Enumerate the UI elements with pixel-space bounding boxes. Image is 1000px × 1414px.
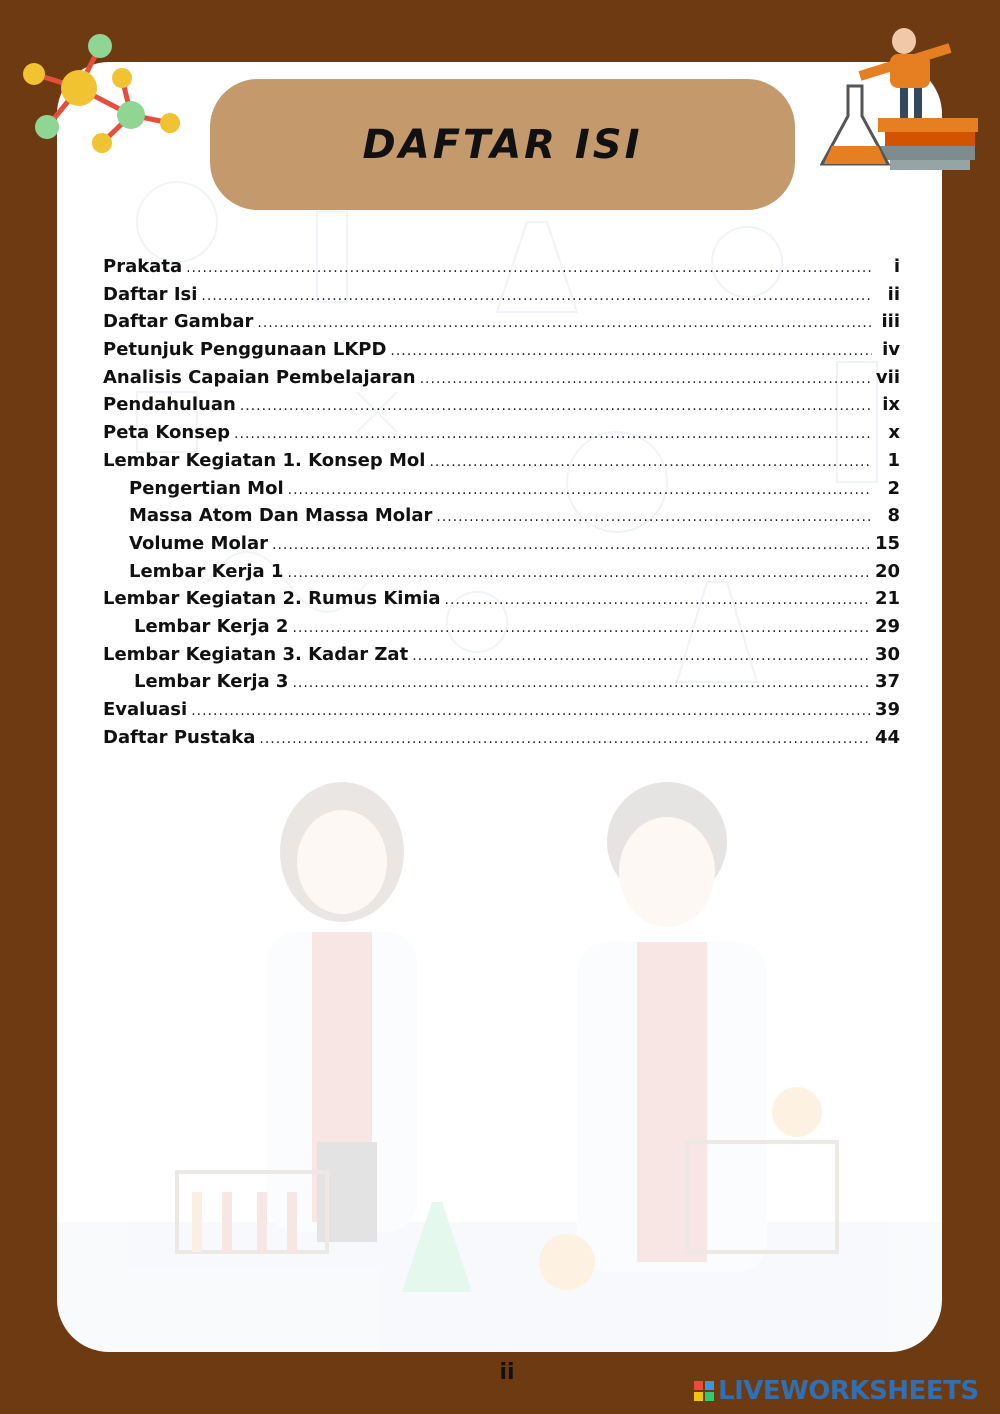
toc-entry-page: 15 [874, 532, 900, 554]
toc-entry[interactable] [103, 308, 900, 336]
toc-entry[interactable] [103, 668, 900, 696]
logo-blocks-icon [694, 1381, 714, 1401]
toc-entry[interactable] [103, 281, 900, 309]
toc-entry-page: vii [875, 366, 900, 388]
toc-entry[interactable] [103, 613, 900, 641]
toc-dot-leader [272, 532, 871, 560]
toc-entry[interactable] [103, 585, 900, 613]
toc-entry[interactable] [103, 696, 900, 724]
liveworksheets-logo [694, 1376, 979, 1406]
toc-entry-title: Pendahuluan [103, 394, 236, 416]
toc-entry-title: Daftar Isi [103, 283, 198, 305]
toc-entry-title: Prakata [103, 256, 183, 277]
molecule-icon [14, 30, 189, 160]
toc-entry-title: Lembar Kerja 1 [129, 560, 284, 582]
brand-name: LIVEWORKSHEETS [718, 1376, 979, 1406]
toc-dot-leader [412, 643, 871, 671]
toc-entry-page: x [888, 422, 900, 444]
toc-entry-title: Evaluasi [103, 699, 188, 720]
toc-entry-page: 20 [874, 560, 900, 582]
toc-entry-title: Lembar Kerja 3 [134, 671, 289, 693]
page-number: ii [499, 1360, 515, 1385]
toc-entry-page: 21 [874, 588, 900, 610]
toc-entry[interactable] [103, 391, 900, 419]
toc-entry-title: Lembar Kerja 2 [134, 615, 289, 637]
toc-entry-page: ix [882, 394, 900, 416]
toc-dot-leader [445, 587, 871, 615]
toc-dot-leader [234, 421, 872, 449]
toc-entry-page: 30 [874, 643, 900, 665]
toc-dot-leader [390, 338, 872, 366]
toc-entry[interactable] [103, 530, 900, 558]
title-banner [210, 79, 795, 210]
toc-dot-leader [257, 310, 872, 338]
toc-entry-title: Peta Konsep [103, 422, 231, 444]
toc-entry-title: Pengertian Mol [129, 477, 284, 499]
toc-entry-title: Daftar Gambar [103, 311, 254, 333]
toc-entry-page: 2 [887, 477, 900, 499]
table-of-contents [103, 253, 900, 751]
toc-dot-leader [240, 393, 872, 421]
toc-entry-page: 37 [874, 671, 900, 693]
toc-entry[interactable] [103, 419, 900, 447]
toc-entry[interactable] [103, 364, 900, 392]
toc-entry-title: Lembar Kegiatan 2. Rumus Kimia [103, 588, 441, 610]
toc-entry-title: Massa Atom Dan Massa Molar [129, 505, 433, 527]
toc-dot-leader [292, 615, 871, 643]
toc-dot-leader [436, 504, 872, 532]
toc-entry-page: 44 [874, 726, 900, 748]
toc-dot-leader [292, 670, 871, 698]
toc-entry-page: 29 [874, 615, 900, 637]
toc-entry[interactable] [103, 641, 900, 669]
toc-entry-title: Petunjuk Penggunaan LKPD [103, 339, 387, 361]
toc-dot-leader [201, 283, 872, 311]
toc-dot-leader [191, 698, 871, 726]
toc-entry[interactable] [103, 502, 900, 530]
toc-entry-page: 1 [887, 449, 900, 471]
toc-entry[interactable] [103, 336, 900, 364]
scientist-flask-icon [820, 26, 980, 172]
toc-entry-title: Analisis Capaian Pembelajaran [103, 366, 416, 388]
toc-entry[interactable] [103, 447, 900, 475]
toc-entry-title: Volume Molar [129, 532, 268, 554]
toc-dot-leader [259, 726, 871, 754]
toc-entry[interactable] [103, 724, 900, 752]
toc-dot-leader [288, 477, 872, 505]
toc-entry-page: i [893, 256, 900, 277]
toc-entry-page: ii [887, 283, 900, 305]
toc-entry-page: iv [882, 339, 900, 361]
toc-entry-page: iii [881, 311, 900, 333]
toc-entry-page: 39 [874, 699, 900, 720]
page-title: DAFTAR ISI [362, 121, 643, 168]
toc-entry[interactable] [103, 558, 900, 586]
toc-entry-title: Daftar Pustaka [103, 726, 256, 748]
toc-entry[interactable] [103, 253, 900, 281]
toc-dot-leader [429, 449, 872, 477]
toc-entry-title: Lembar Kegiatan 3. Kadar Zat [103, 643, 409, 665]
toc-entry-page: 8 [887, 505, 900, 527]
toc-entry-title: Lembar Kegiatan 1. Konsep Mol [103, 449, 426, 471]
toc-dot-leader [420, 366, 872, 394]
toc-dot-leader [186, 255, 872, 283]
toc-dot-leader [287, 560, 871, 588]
toc-entry[interactable] [103, 475, 900, 503]
